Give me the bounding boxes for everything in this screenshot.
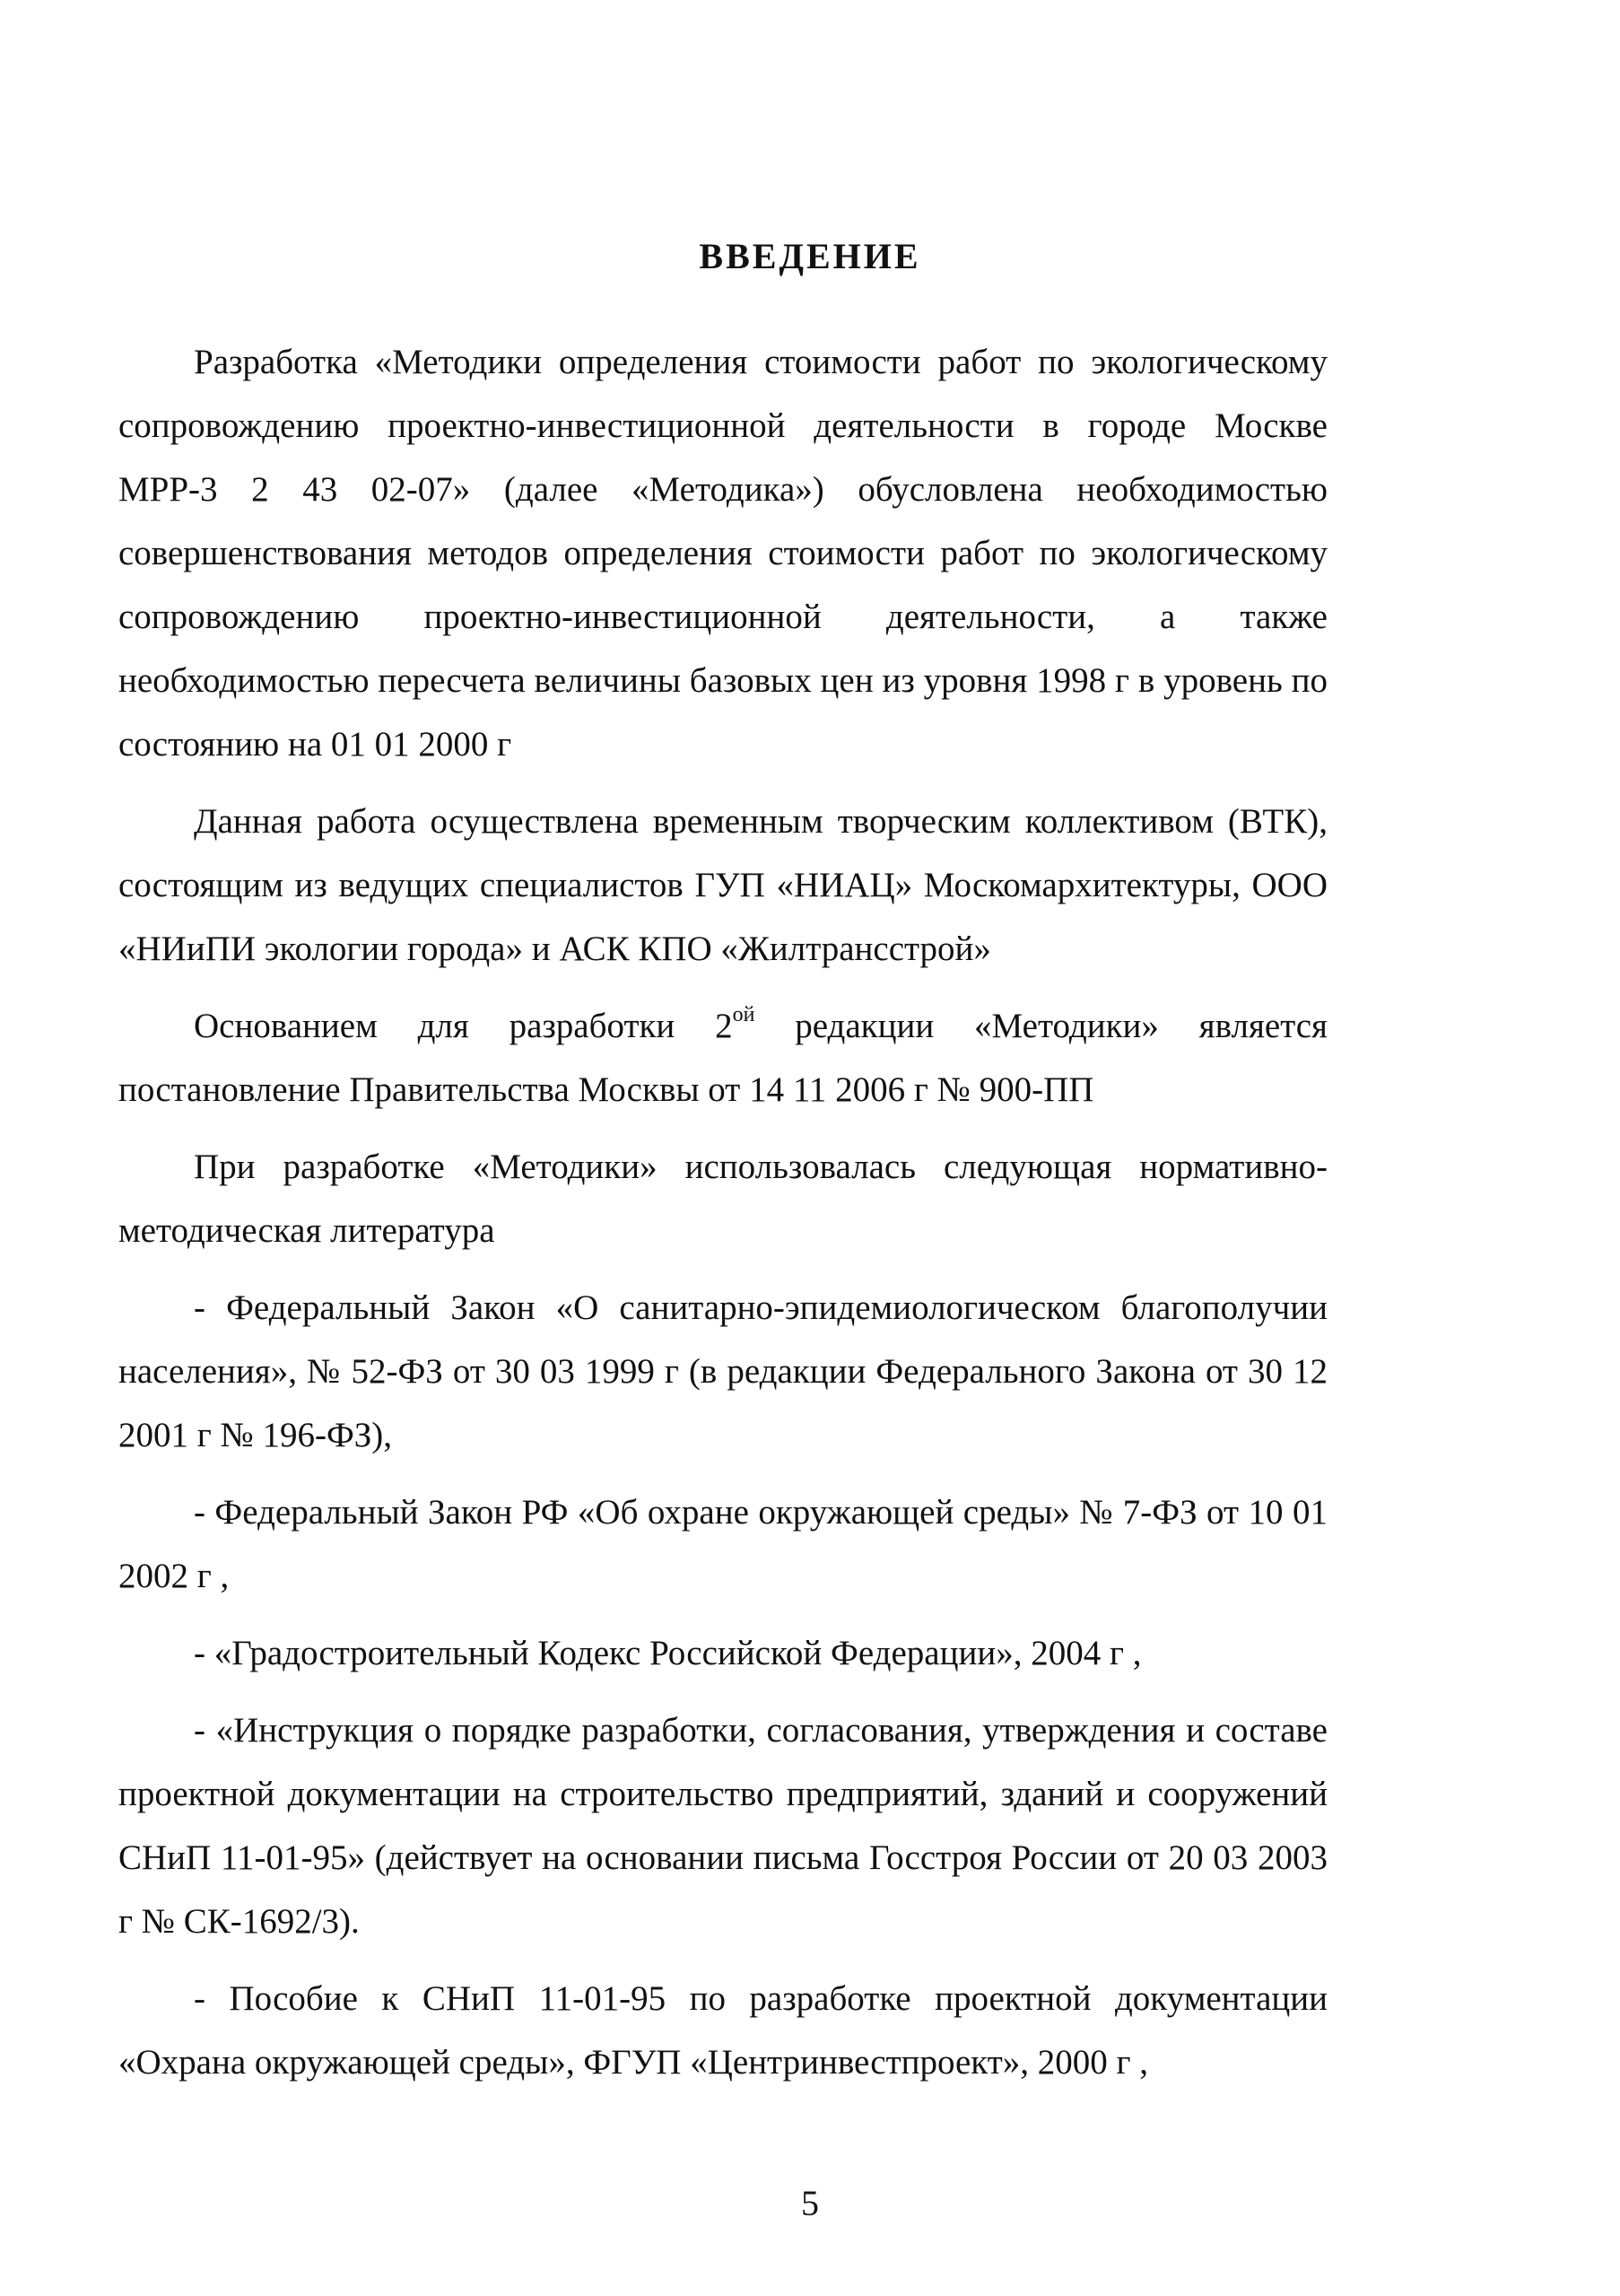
list-item-manual-snip: - Пособие к СНиП 11-01-95 по разработке проектной документации «Охрана окружающей среды», ФГУП «Центринвестпроект», 2000 г , [118, 1979, 1328, 2082]
page-title: ВВЕДЕНИЕ [699, 236, 921, 276]
list-item-urban-code: - «Градостроительный Кодекс Российской Федерации», 2004 г , [194, 1634, 1142, 1672]
list-item-law-environment: - Федеральный Закон РФ «Об охране окружающей среды» № 7-ФЗ от 10 01 2002 г , [118, 1493, 1328, 1595]
basis-text-after: редакции «Методики» является постановление Правительства Москвы от 14 11 2006 г № 900-ПП [118, 1007, 1328, 1109]
page-number: 5 [801, 2183, 819, 2223]
list-item-law-sanitary: - Федеральный Закон «О санитарно-эпидемиологическом благополучии населения», № 52-ФЗ от 30 03 1999 г (в редакции Федерального Закона от 30 12 2001 г № 196-ФЗ), [118, 1288, 1328, 1454]
basis-superscript: ой [732, 1003, 755, 1026]
basis-text-before: Основанием для разработки 2 [194, 1007, 733, 1045]
paragraph-basis [118, 994, 1328, 1122]
paragraph-literature-intro: При разработке «Методики» использовалась следующая нормативно-методическая литература [118, 1148, 1328, 1250]
list-item-instruction-snip: - «Инструкция о порядке разработки, согласования, утверждения и составе проектной документации на строительство предприятий, зданий и сооружений СНиП 11-01-95» (действует на основании письма Госстроя России от 20 03 2003 г № СК-1692/3). [118, 1711, 1328, 1941]
body-text [118, 330, 1328, 2094]
paragraph-purpose: Разработка «Методики определения стоимости работ по экологическому сопровождению проектно-инвестиционной деятельности в городе Москве МРР-3 2 43 02-07» (далее «Методика») обусловлена необходимостью совершенствования методов определения стоимости работ по экологическому сопровождению проектно-инвестиционной деятельности, а также необходимостью пересчета величины базовых цен из уровня 1998 г в уровень по состоянию на 01 01 2000 г [118, 343, 1328, 764]
paragraph-authors: Данная работа осуществлена временным творческим коллективом (ВТК), состоящим из ведущих специалистов ГУП «НИАЦ» Москомархитектуры, ООО «НИиПИ экологии города» и АСК КПО «Жилтрансстрой» [118, 802, 1328, 968]
